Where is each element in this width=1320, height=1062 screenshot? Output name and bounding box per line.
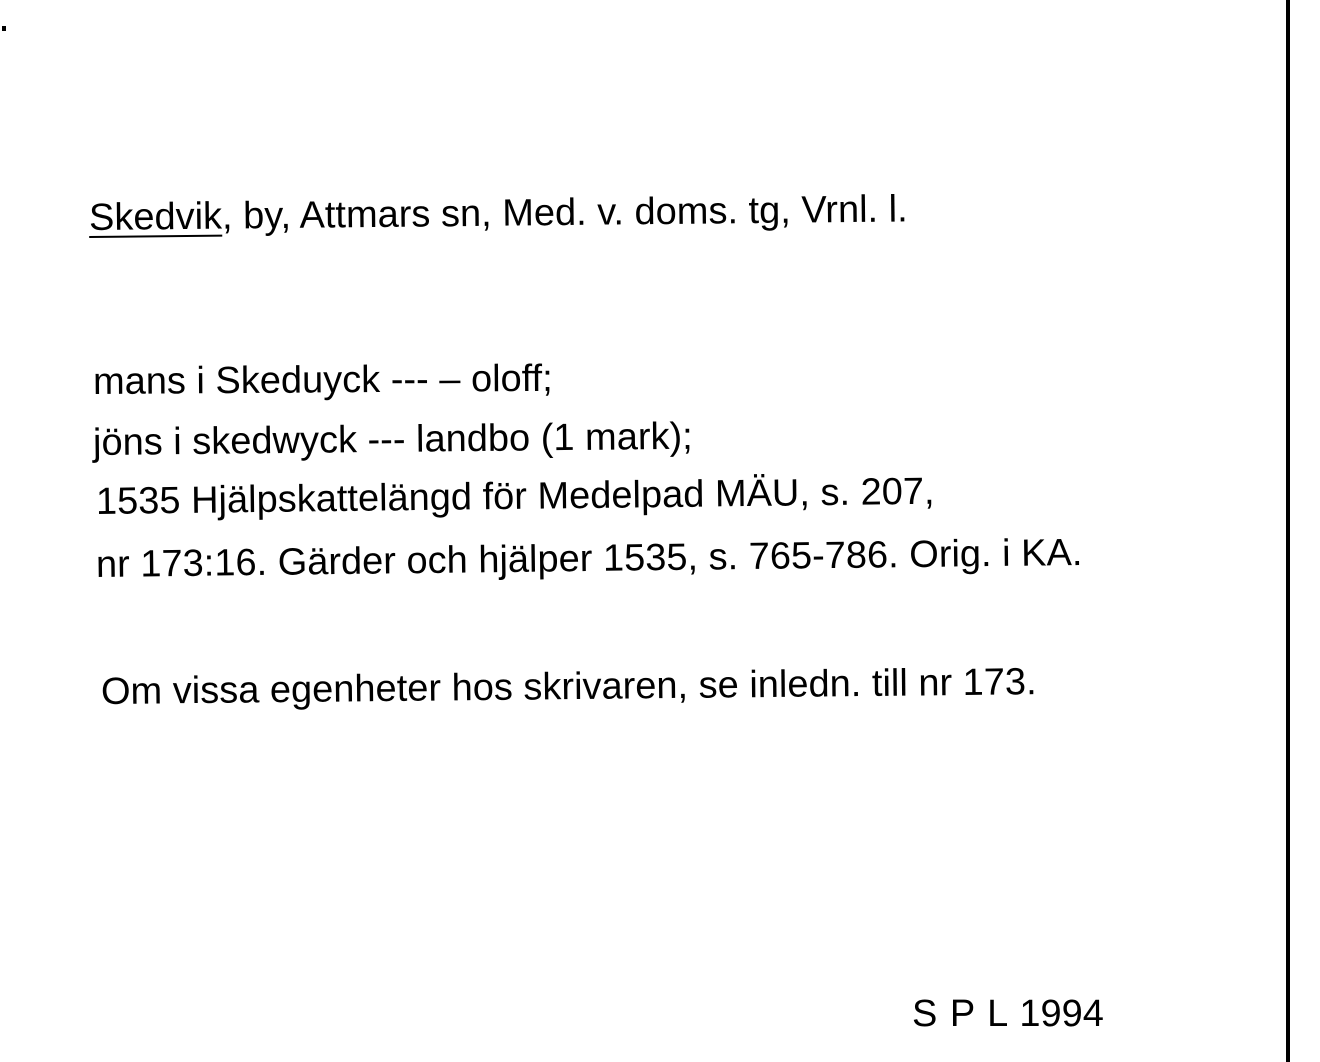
signature: S P L 1994 [912, 993, 1104, 1035]
scan-speck [2, 26, 6, 31]
place-description: , by, Attmars sn, Med. v. doms. tg, Vrnl. l. [221, 188, 908, 238]
card-right-edge [1286, 0, 1290, 1062]
source-line-1: mans i Skeduyck --- – oloff; [92, 357, 553, 403]
source-line-3: 1535 Hjälpskattelängd för Medelpad MÄU, s. 207, [95, 470, 935, 523]
card-heading [89, 187, 908, 240]
source-line-2: jöns i skedwyck --- landbo (1 mark); [92, 415, 693, 464]
source-line-4: nr 173:16. Gärder och hjälper 1535, s. 765-786. Orig. i KA. [95, 531, 1083, 586]
place-name: Skedvik [88, 195, 223, 239]
scribe-note: Om vissa egenheter hos skrivaren, se inledn. till nr 173. [100, 661, 1037, 713]
